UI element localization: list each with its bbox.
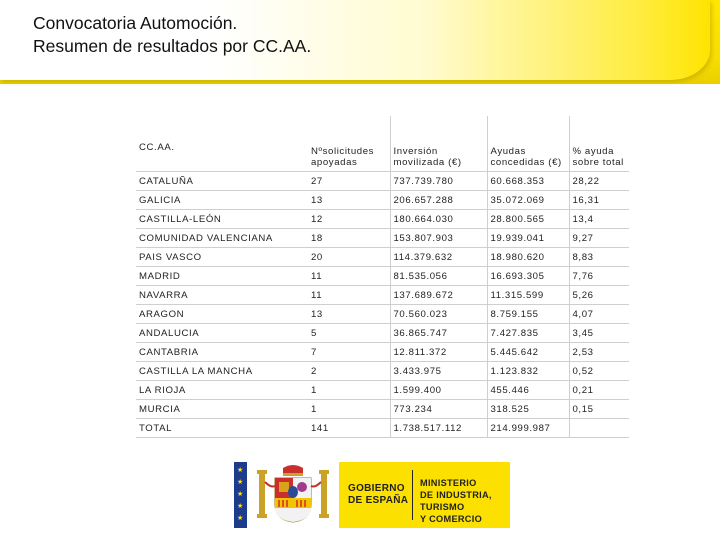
cell-ayudas: 5.445.642 (487, 343, 569, 362)
cell-region: NAVARRA (136, 286, 308, 305)
cell-region: COMUNIDAD VALENCIANA (136, 229, 308, 248)
star-icon: ★ (237, 479, 244, 486)
star-icon: ★ (237, 515, 244, 522)
logo-divider (412, 470, 413, 520)
table-row (136, 400, 629, 419)
cell-region: MADRID (136, 267, 308, 286)
logo-gobierno-line-2: DE ESPAÑA (348, 495, 409, 506)
flag-strip (234, 462, 247, 528)
table-row (136, 248, 629, 267)
cell-porcentaje: 0,15 (569, 400, 629, 419)
cell-porcentaje: 7,76 (569, 267, 629, 286)
cell-region: GALICIA (136, 191, 308, 210)
cell-region: LA RIOJA (136, 381, 308, 400)
star-icon: ★ (237, 491, 244, 498)
logo-ministerio-line-3: Y COMERCIO (420, 514, 483, 524)
cell-porcentaje: 13,4 (569, 210, 629, 229)
cell-inversion: 1.599.400 (390, 381, 487, 400)
table-header (136, 116, 629, 172)
cell-solicitudes: 27 (308, 172, 390, 191)
logo-ministerio-line-2: DE INDUSTRIA, TURISMO (420, 490, 492, 512)
table-row (136, 191, 629, 210)
cell-ayudas: 455.446 (487, 381, 569, 400)
cell-inversion: 773.234 (390, 400, 487, 419)
logo-gobierno-text (348, 483, 408, 507)
table-row (136, 381, 629, 400)
cell-ayudas: 11.315.599 (487, 286, 569, 305)
cell-solicitudes: 13 (308, 191, 390, 210)
cell-ayudas: 19.939.041 (487, 229, 569, 248)
table-row (136, 419, 629, 438)
cell-ayudas: 214.999.987 (487, 419, 569, 438)
cell-porcentaje: 16,31 (569, 191, 629, 210)
page-title (33, 12, 311, 58)
header-ayudas: Ayudas concedidas (€) (487, 116, 569, 172)
page-title-line-1: Convocatoria Automoción. (33, 13, 238, 33)
table-row (136, 343, 629, 362)
cell-region: TOTAL (136, 419, 308, 438)
table-row (136, 172, 629, 191)
cell-solicitudes: 11 (308, 286, 390, 305)
cell-inversion: 12.811.372 (390, 343, 487, 362)
cell-solicitudes: 1 (308, 381, 390, 400)
table-row (136, 229, 629, 248)
cell-solicitudes: 5 (308, 324, 390, 343)
cell-porcentaje (569, 419, 629, 438)
cell-solicitudes: 11 (308, 267, 390, 286)
cell-inversion: 81.535.056 (390, 267, 487, 286)
cell-solicitudes: 18 (308, 229, 390, 248)
cell-ayudas: 18.980.620 (487, 248, 569, 267)
cell-ayudas: 1.123.832 (487, 362, 569, 381)
cell-inversion: 153.807.903 (390, 229, 487, 248)
cell-solicitudes: 2 (308, 362, 390, 381)
cell-solicitudes: 1 (308, 400, 390, 419)
header-porcentaje: % ayuda sobre total (569, 116, 629, 172)
cell-solicitudes: 7 (308, 343, 390, 362)
cell-porcentaje: 3,45 (569, 324, 629, 343)
cell-region: CASTILLA LA MANCHA (136, 362, 308, 381)
table-row (136, 362, 629, 381)
table-row (136, 305, 629, 324)
cell-inversion: 137.689.672 (390, 286, 487, 305)
table-row (136, 286, 629, 305)
cell-ayudas: 8.759.155 (487, 305, 569, 324)
cell-region: CASTILLA-LEÓN (136, 210, 308, 229)
star-icon: ★ (237, 503, 244, 510)
cell-inversion: 206.657.288 (390, 191, 487, 210)
table-body (136, 172, 629, 438)
cell-region: PAIS VASCO (136, 248, 308, 267)
cell-inversion: 70.560.023 (390, 305, 487, 324)
logo-ministerio-line-1: MINISTERIO (420, 478, 477, 488)
cell-porcentaje: 0,52 (569, 362, 629, 381)
page-title-line-2: Resumen de resultados por CC.AA. (33, 36, 312, 56)
table-row (136, 267, 629, 286)
cell-region: MURCIA (136, 400, 308, 419)
star-icon: ★ (237, 467, 244, 474)
header-solicitudes: Nºsolicitudes apoyadas (308, 116, 390, 172)
cell-region: ARAGON (136, 305, 308, 324)
cell-porcentaje: 9,27 (569, 229, 629, 248)
coat-of-arms (247, 462, 339, 528)
table-header-row (136, 116, 629, 172)
cell-region: CANTABRIA (136, 343, 308, 362)
cell-solicitudes: 12 (308, 210, 390, 229)
cell-region: CATALUÑA (136, 172, 308, 191)
cell-solicitudes: 20 (308, 248, 390, 267)
results-table (136, 116, 629, 438)
government-logo (234, 462, 510, 528)
cell-inversion: 3.433.975 (390, 362, 487, 381)
cell-ayudas: 318.525 (487, 400, 569, 419)
cell-ayudas: 7.427.835 (487, 324, 569, 343)
cell-region: ANDALUCIA (136, 324, 308, 343)
header-banner (0, 0, 720, 84)
header-cc-aa: CC.AA. (136, 116, 308, 172)
logo-ministerio-text (420, 477, 510, 525)
cell-ayudas: 60.668.353 (487, 172, 569, 191)
cell-solicitudes: 13 (308, 305, 390, 324)
cell-inversion: 1.738.517.112 (390, 419, 487, 438)
cell-inversion: 737.739.780 (390, 172, 487, 191)
cell-inversion: 36.865.747 (390, 324, 487, 343)
logo-gobierno-line-1: GOBIERNO (348, 483, 405, 494)
cell-ayudas: 35.072.069 (487, 191, 569, 210)
cell-ayudas: 16.693.305 (487, 267, 569, 286)
header-inversion: Inversión movilizada (€) (390, 116, 487, 172)
cell-porcentaje: 8,83 (569, 248, 629, 267)
cell-porcentaje: 0,21 (569, 381, 629, 400)
table-row (136, 210, 629, 229)
cell-inversion: 180.664.030 (390, 210, 487, 229)
cell-porcentaje: 4,07 (569, 305, 629, 324)
table-row (136, 324, 629, 343)
cell-porcentaje: 28,22 (569, 172, 629, 191)
cell-porcentaje: 2,53 (569, 343, 629, 362)
cell-inversion: 114.379.632 (390, 248, 487, 267)
title-card (0, 0, 710, 80)
cell-ayudas: 28.800.565 (487, 210, 569, 229)
coat-of-arms-icon (247, 462, 339, 528)
cell-solicitudes: 141 (308, 419, 390, 438)
cell-porcentaje: 5,26 (569, 286, 629, 305)
